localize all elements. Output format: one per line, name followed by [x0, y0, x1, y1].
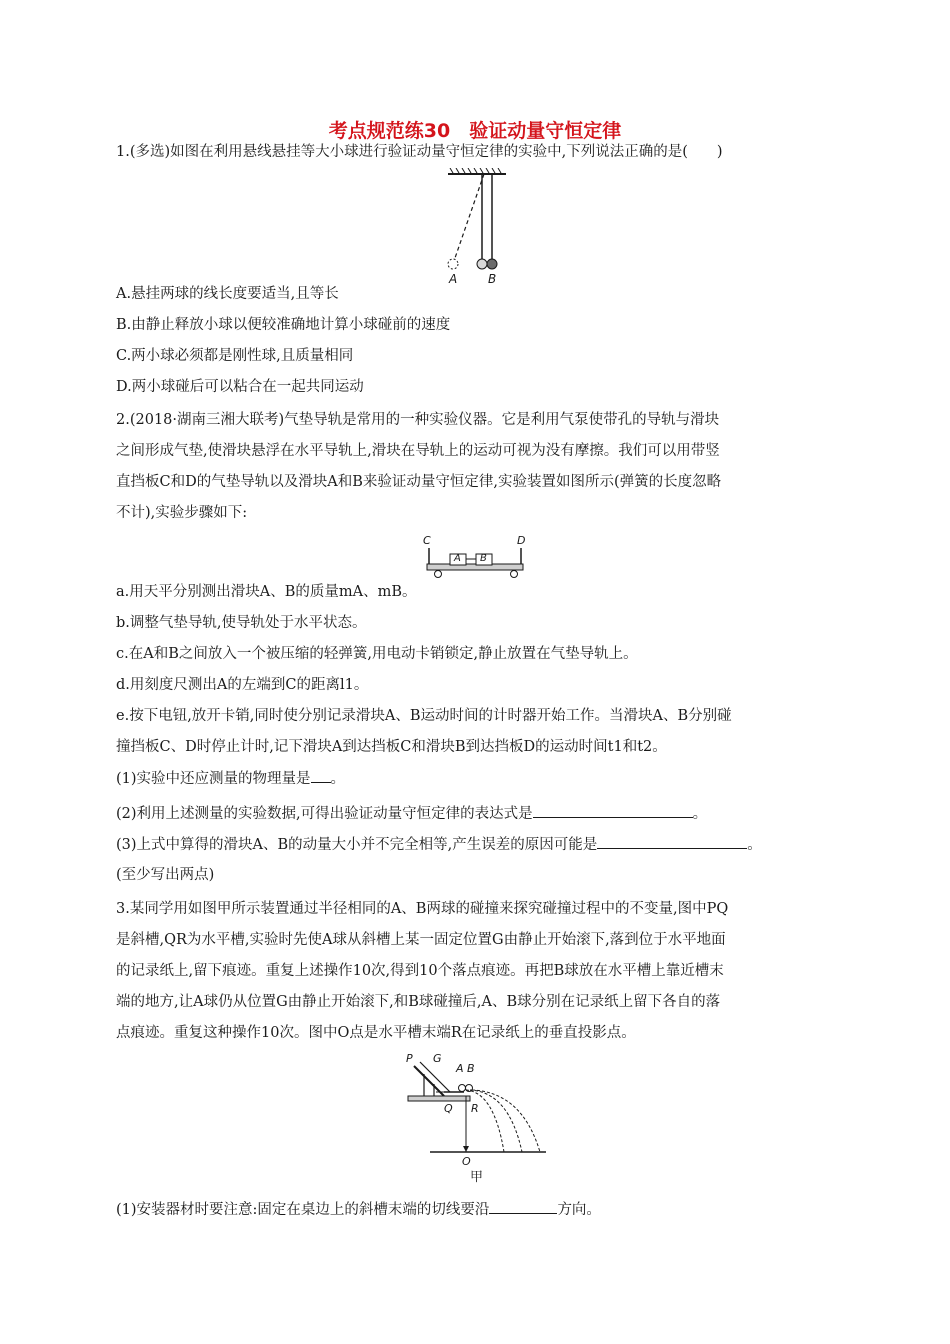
q2-sub3-end: 。	[747, 837, 762, 853]
q2-step-d: d.用刻度尺测出A的左端到C的距离l1。	[116, 677, 369, 693]
q2-stem-line-1: 2.(2018·湖南三湘大联考)气垫导轨是常用的一种实验仪器。它是利用气泵使带孔的导轨与滑块	[116, 412, 720, 428]
page-title: 考点规范练30 验证动量守恒定律	[328, 120, 622, 142]
fig3-caption: 甲	[470, 1170, 484, 1185]
q1-option-a: A.悬挂两球的线长度要适当,且等长	[116, 286, 339, 302]
q1-option-d: D.两小球碰后可以粘合在一起共同运动	[116, 379, 364, 395]
q3-sub1-blank[interactable]	[489, 1199, 557, 1214]
q2-stem-line-4: 不计),实验步骤如下:	[116, 505, 248, 521]
q2-sub3-note: (至少写出两点)	[116, 867, 215, 883]
fig3-label-p: P	[406, 1052, 413, 1065]
q3-sub1	[116, 1199, 601, 1220]
q2-step-e-line-1: e.按下电钮,放开卡销,同时使分别记录滑块A、B运动时间的计时器开始工作。当滑块A、B分别碰	[116, 708, 732, 724]
q2-step-a: a.用天平分别测出滑块A、B的质量mA、mB。	[116, 584, 417, 600]
q1-option-b: B.由静止释放小球以便较准确地计算小球碰前的速度	[116, 317, 451, 333]
q2-step-e-line-2: 撞挡板C、D时停止计时,记下滑块A到达挡板C和滑块B到达挡板D的运动时间t1和t2。	[116, 739, 667, 755]
fig2-label-b: B	[480, 553, 487, 564]
q2-step-b: b.调整气垫导轨,使导轨处于水平状态。	[116, 615, 367, 631]
q2-step-c: c.在A和B之间放入一个被压缩的轻弹簧,用电动卡销锁定,静止放置在气垫导轨上。	[116, 646, 638, 662]
fig1-label-a: A	[449, 272, 458, 286]
q2-sub2-text: (2)利用上述测量的实验数据,可得出验证动量守恒定律的表达式是	[116, 806, 533, 822]
fig3-label-ab: A B	[456, 1062, 475, 1075]
fig3-label-o: O	[462, 1155, 471, 1168]
air-track-figure	[424, 546, 530, 580]
q2-sub2	[116, 803, 707, 824]
q3-stem-line-2: 是斜槽,QR为水平槽,实验时先使A球从斜槽上某一固定位置G由静止开始滚下,落到位于水平地面	[116, 932, 726, 948]
q2-sub3-blank[interactable]	[597, 834, 747, 849]
q1-stem: 1.(多选)如图在利用悬线悬挂等大小球进行验证动量守恒定律的实验中,下列说法正确的是( )	[116, 144, 723, 160]
q2-sub3-text: (3)上式中算得的滑块A、B的动量大小并不完全相等,产生误差的原因可能是	[116, 837, 598, 853]
q2-sub1-text: (1)实验中还应测量的物理量是	[116, 771, 311, 787]
fig3-label-g: G	[433, 1052, 442, 1065]
fig2-label-d: D	[517, 534, 526, 547]
q3-stem-line-5: 点痕迹。重复这种操作10次。图中O点是水平槽末端R在记录纸上的垂直投影点。	[116, 1025, 636, 1041]
fig2-label-c: C	[423, 534, 431, 547]
q2-stem-line-2: 之间形成气垫,使滑块悬浮在水平导轨上,滑块在导轨上的运动可视为没有摩擦。我们可以用带竖	[116, 443, 720, 459]
collision-apparatus-figure	[404, 1052, 554, 1162]
fig3-label-q: Q	[444, 1102, 453, 1115]
fig3-label-r: R	[471, 1102, 479, 1115]
q2-sub1	[116, 768, 345, 789]
q3-stem-line-1: 3.某同学用如图甲所示装置通过半径相同的A、B两球的碰撞来探究碰撞过程中的不变量,图中PQ	[116, 901, 729, 917]
q3-sub1-end: 方向。	[557, 1202, 601, 1218]
fig2-label-a: A	[454, 553, 461, 564]
q3-stem-line-4: 端的地方,让A球仍从位置G由静止开始滚下,和B球碰撞后,A、B球分别在记录纸上留下各自的落	[116, 994, 721, 1010]
q2-sub2-blank[interactable]	[533, 803, 693, 818]
q1-option-c: C.两小球必须都是刚性球,且质量相同	[116, 348, 354, 364]
q3-stem-line-3: 的记录纸上,留下痕迹。重复上述操作10次,得到10个落点痕迹。再把B球放在水平槽上靠近槽末	[116, 963, 724, 979]
fig1-label-b: B	[488, 272, 497, 286]
q2-sub1-blank[interactable]	[311, 768, 331, 783]
q2-sub2-end: 。	[692, 806, 708, 822]
q3-sub1-text: (1)安装器材时要注意:固定在桌边上的斜槽末端的切线要沿	[116, 1202, 490, 1218]
pendulum-figure	[440, 168, 520, 288]
q2-sub3	[116, 834, 762, 855]
q2-sub1-end: 。	[330, 771, 346, 787]
q2-stem-line-3: 直挡板C和D的气垫导轨以及滑块A和B来验证动量守恒定律,实验装置如图所示(弹簧的长度忽略	[116, 474, 722, 490]
